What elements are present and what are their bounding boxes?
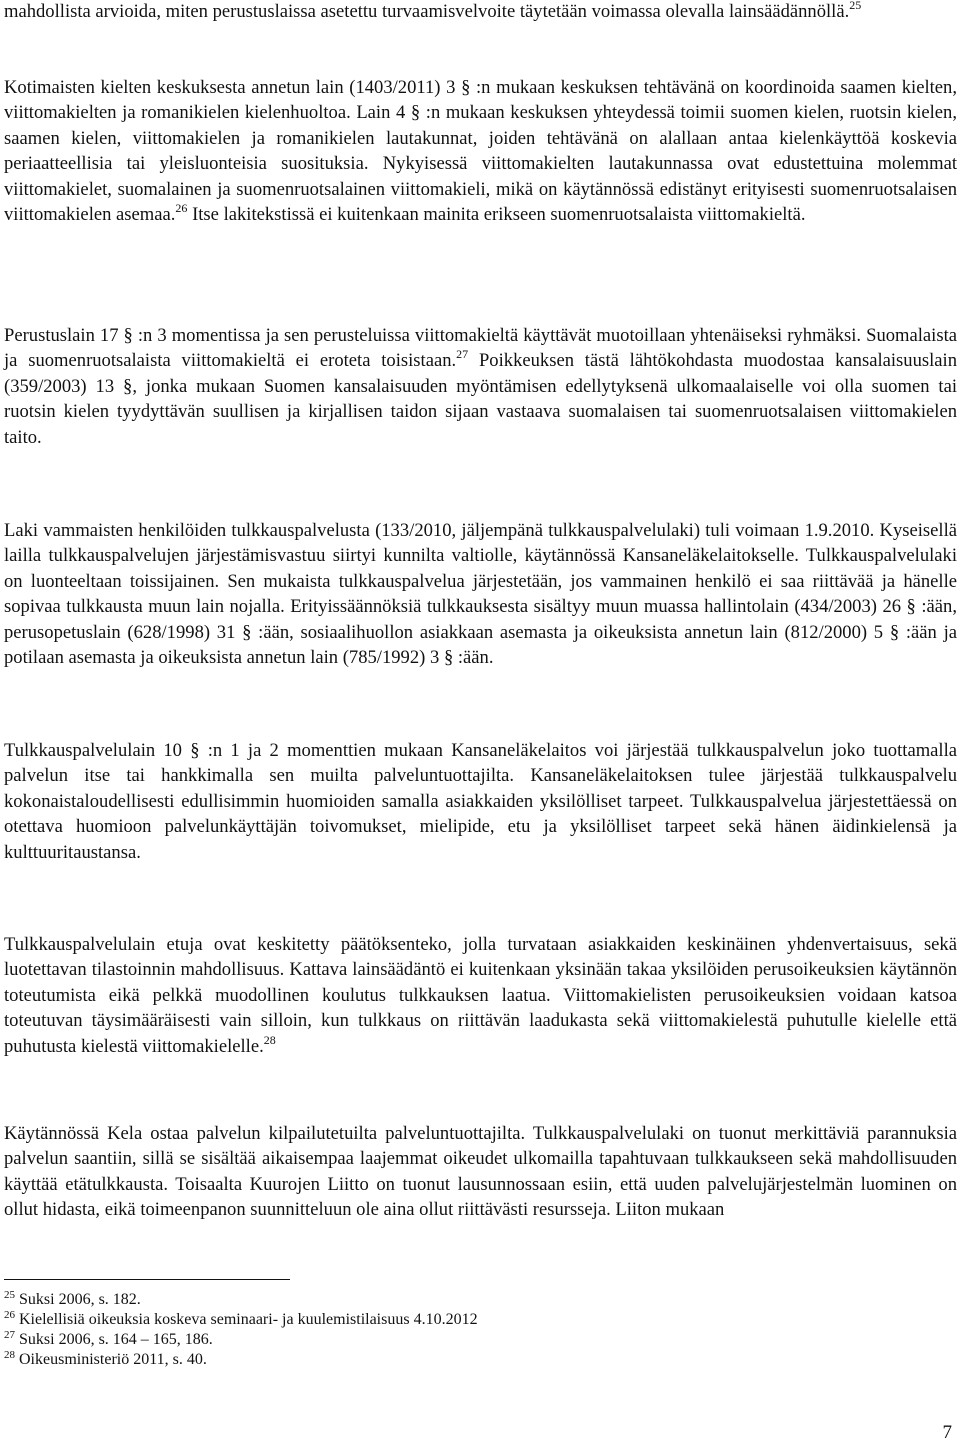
footnote-text: Oikeusministeriö 2011, s. 40. — [19, 1351, 207, 1368]
paragraph — [4, 932, 957, 1059]
paragraph-text: Laki vammaisten henkilöiden tulkkauspalvelusta (133/2010, jäljempänä tulkkauspalvelulaki) tuli voimaan 1.9.2010. Kyseisellä lailla tulkkauspalvelujen järjestämisvastuu siirtyi kunnilta valtiolle, käytännössä Kansaneläkelaitokselle. Tulkkauspalvelulaki on luonteeltaan toissijainen. Sen mukaista tulkkauspalvelua järjestetään, jos vammainen henkilö ei saa riittävää ja hänelle sopivaa tulkkausta muun lain nojalla. Erityissäännöksiä tulkkauksesta sisältyy muun muassa hallintolain (434/2003) 26 § :ään, perusopetuslain (628/1998) 31 § :ään, sosiaalihuollon asiakkaan asemasta ja oikeuksista annetun lain (812/2000) 5 § :ään ja potilaan asemasta ja oikeuksista annetun lain (785/1992) 3 § :ään. — [4, 520, 957, 669]
footnote-ref[interactable]: 25 — [849, 0, 862, 12]
paragraph-text: Tulkkauspalvelulain 10 § :n 1 ja 2 momenttien mukaan Kansaneläkelaitos voi järjestää tulkkauspalvelun joko tuottamalla palvelun itse tai hankkimalla sen muilta palveluntuottajilta. Kansaneläkelaitoksen tulee järjestää tulkkauspalvelu kokonaistaloudellisesti edullisimmin huomioiden samalla asiakkaiden yksilölliset tarpeet. Tulkkauspalvelua järjestettäessä on otettava huomioon palvelunkäyttäjän toivomukset, mielipide, etu ja yksilölliset tarpeet sekä hänen äidinkielensä ja kulttuuritaustansa. — [4, 740, 957, 863]
page-number: 7 — [942, 1422, 952, 1443]
footnote-divider — [4, 1279, 290, 1280]
footnote-ref[interactable]: 28 — [263, 1032, 276, 1047]
footnote-text: Kielellisiä oikeuksia koskeva seminaari- ja kuulemistilaisuus 4.10.2012 — [19, 1311, 478, 1328]
footnote-number: 25 — [4, 1289, 15, 1301]
paragraph — [4, 323, 957, 450]
footnote-ref[interactable]: 26 — [175, 201, 188, 216]
footnote — [4, 1290, 704, 1310]
paragraph-text: Kotimaisten kielten keskuksesta annetun lain (1403/2011) 3 § :n mukaan keskuksen tehtävänä on koordinoida saamen kielten, viittomakielten ja romanikielen kielenhuoltoa. Lain 4 § :n mukaan keskuksen yhteydessä toimii suomen kielen, ruotsin kielen, saamen kielen, viittomakielen ja romanikielen lautakunnat, joiden tehtävänä on alallaan antaa kielenkäyttöä koskevia periaatteellisia tai yleisluonteisia suosituksia. Nykyisessä viittomakielten lautakunnassa ovat edustettuina molemmat viittomakielet, suomalainen ja suomenruotsalainen viittomakieli, mikä on käytännössä edistänyt erityisesti suomenruotsalaisen viittomakielen asemaa. — [4, 77, 957, 226]
paragraph — [4, 518, 957, 670]
paragraph — [4, 75, 957, 227]
paragraph-text: Itse lakitekstissä ei kuitenkaan mainita erikseen suomenruotsalaista viittomakieltä. — [187, 204, 806, 226]
footnote-number: 28 — [4, 1349, 15, 1361]
footnote-number: 26 — [4, 1309, 15, 1321]
footnote — [4, 1310, 704, 1330]
footnote-ref[interactable]: 27 — [456, 347, 469, 362]
paragraph-text: Poikkeuksen tästä lähtökohdasta muodostaa kansalaisuuslain (359/2003) 13 §, jonka mukaan Suomen kansalaisuuden myöntämisen edellytyksenä ulkomaalaiselle voi olla suomen tai ruotsin kielen tyydyttävän suullisen ja kirjallisen taidon sijaan vastaava suomalaisen tai suomenruotsalaisen viittomakielen taito. — [4, 350, 958, 448]
footnote — [4, 1350, 704, 1370]
footnotes — [4, 1290, 704, 1370]
paragraph-text: Käytännössä Kela ostaa palvelun kilpailutetuilta palveluntuottajilta. Tulkkauspalvelulaki on tuonut merkittäviä parannuksia palvelun saantiin, sillä se sisältää aikaisempaa laajemmat oikeudet ulkomailla tapahtuvaan tulkkaukseen sekä mahdollisuuden käyttää etätulkkausta. Toisaalta Kuurojen Liitto on tuonut lausunnossaan esiin, että uuden palvelujärjestelmän luominen on ollut hidasta, eikä toimeenpanon suunnitteluun ole aina ollut riittävästi resursseja. Liiton mukaan — [4, 1123, 957, 1221]
paragraph-text: Tulkkauspalvelulain etuja ovat keskitetty päätöksenteko, jolla turvataan asiakkaiden keskinäinen yhdenvertaisuus, sekä luotettavan tilastoinnin mahdollisuus. Kattava lainsäädäntö ei kuitenkaan yksinään takaa yksilöiden perusoikeuksien käytännön toteutumista eikä pelkkä muodollinen koulutus tulkkauksen laatua. Viittomakielisten perusoikeuksien voidaan katsoa toteutuvan täysimääräisesti vain silloin, kun tulkkaus on riittävän laadukasta sekä viittomakielestä puhutulle kielelle että puhutusta kielestä viittomakielelle. — [4, 934, 957, 1057]
footnote-number: 27 — [4, 1329, 15, 1341]
footnote-text: Suksi 2006, s. 164 – 165, 186. — [19, 1331, 213, 1348]
footnote-text: Suksi 2006, s. 182. — [19, 1291, 141, 1308]
paragraph — [4, 738, 957, 865]
paragraph-text: mahdollista arvioida, miten perustuslaissa asetettu turvaamisvelvoite täytetään voimassa olevalla lainsäädännöllä. — [4, 1, 850, 22]
paragraph — [4, 1121, 957, 1223]
footnote — [4, 1330, 704, 1350]
paragraph — [4, 0, 957, 24]
paragraph-text: Perustuslain 17 § :n 3 momentissa ja sen perusteluissa viittomakieltä käyttävät muotoillaan yhtenäiseksi ryhmäksi. Suomalaista ja suomenruotsalaista viittomakieltä ei eroteta toisistaan. — [4, 325, 957, 372]
